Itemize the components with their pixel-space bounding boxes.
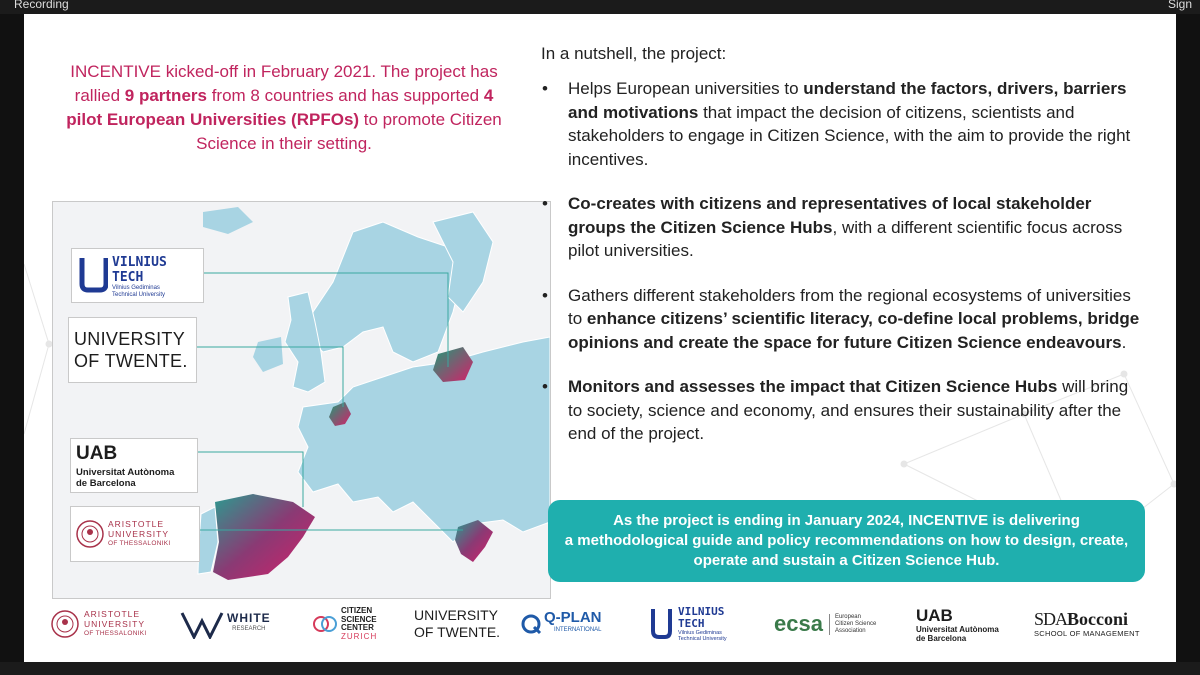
bullet-3: • Gathers different stakeholders from the regional ecosystems of universities to enhance citizens’ scientific literacy, co-define local problems, bridge opinions and create the space for future Citizen Science endeavours.: [534, 284, 1144, 355]
qplan-q-icon: [520, 613, 542, 635]
partner-auth-logo: [50, 599, 147, 649]
map-spain-highlight: [213, 494, 315, 580]
partner-white-line1: WHITE: [227, 611, 271, 625]
partner-bocconi-logo: [1034, 599, 1140, 649]
vilnius-tech-icon: [78, 256, 108, 294]
twente-line2: OF TWENTE.: [74, 351, 188, 371]
sign-button[interactable]: Sign: [1167, 0, 1192, 11]
nutshell-heading: In a nutshell, the project:: [541, 44, 727, 63]
twente-line1: UNIVERSITY: [74, 329, 186, 349]
bullet-2: • Co-creates with citizens and representatives of local stakeholder groups the Citizen Science Hubs, with a different scientific focus across pilot universities.: [534, 192, 1144, 263]
auth-line1: ARISTOTLE: [108, 519, 165, 529]
partner-vilnius-line2: TECH: [678, 617, 705, 630]
bullet-1: • Helps European universities to understand the factors, drivers, barriers and motivations that impact the decision of citizens, scientists and stakeholders to engage in Citizen Science, with the aim to provide the right incentives.: [534, 77, 1144, 171]
partner-bocconi-sub: SCHOOL OF MANAGEMENT: [1034, 629, 1140, 638]
intro-text: INCENTIVE kicked-off in February 2021. The project has rallied 9 partners from 8 countries and has supported 4 pilot European Universities (RPFOs) to promote Citizen Science in their setting.: [66, 62, 502, 153]
partner-twente-logo: [414, 599, 500, 649]
partner-cscz-line2: SCIENCE: [341, 614, 377, 624]
uab-logo: [70, 438, 198, 493]
vilnius-line1: VILNIUS: [112, 255, 167, 270]
map-mainland: [298, 337, 550, 542]
auth-seal-icon: [50, 609, 80, 639]
map-scandinavia: [308, 222, 463, 362]
partner-vilnius-logo: [650, 599, 727, 649]
partner-ecsa-line2: European: [834, 613, 861, 620]
uab-mark: UAB: [76, 443, 118, 464]
callout-line2: a methodological guide and policy recommendations on how to design, create,: [564, 532, 1129, 549]
partner-vilnius-line1: VILNIUS: [678, 605, 725, 618]
recording-indicator: Recording: [14, 0, 69, 11]
map-iceland: [203, 207, 253, 234]
window-top-bar: [0, 0, 1200, 14]
project-bullets: [534, 77, 1144, 467]
partner-twente-line2: OF TWENTE.: [414, 624, 501, 640]
partner-bocconi-name: Bocconi: [1067, 609, 1129, 629]
partner-auth-line3: OF THESSALONIKI: [84, 630, 147, 637]
uab-line1: Universitat Autònoma: [76, 467, 175, 478]
white-w-icon: [180, 609, 224, 639]
auth-seal-icon: [75, 519, 105, 549]
window-bottom-bar: [0, 662, 1200, 675]
partner-uab-line2: Universitat Autònoma: [916, 624, 999, 634]
partner-white-line2: RESEARCH: [232, 626, 266, 632]
partner-cscz-line4: ZURICH: [341, 631, 378, 641]
bullet-4: • Monitors and assesses the impact that Citizen Science Hubs will bring to society, science and economy, and ensures their sustainability after the end of the project.: [534, 375, 1144, 446]
partner-uab-logo: [916, 599, 999, 649]
partner-auth-line2: UNIVERSITY: [84, 619, 146, 629]
vilnius-sub2: Technical University: [112, 292, 166, 298]
vilnius-sub1: Vilnius Gediminas: [112, 285, 160, 291]
auth-logo: [70, 506, 200, 562]
conclusion-callout: [548, 500, 1145, 582]
partner-qplan-logo: [520, 599, 602, 649]
vilnius-line2: TECH: [112, 270, 144, 285]
partner-twente-line1: UNIVERSITY: [414, 607, 499, 623]
vilnius-tech-logo: [71, 248, 204, 303]
partner-ecsa-line4: Association: [834, 627, 866, 634]
map-greece-highlight: [455, 520, 493, 562]
partner-cscz-line1: CITIZEN: [341, 606, 373, 615]
callout-line3: operate and sustain a Citizen Science Hub.: [693, 552, 1000, 569]
partner-white-logo: [180, 599, 271, 649]
partner-qplan-line1: Q-PLAN: [544, 609, 602, 626]
partner-ecsa-mark: ecsa: [774, 611, 823, 636]
callout-line1: As the project is ending in January 2024, INCENTIVE is delivering: [613, 512, 1080, 529]
partner-uab-mark: UAB: [916, 605, 953, 625]
partner-cscz-line3: CENTER: [341, 623, 374, 632]
map-ireland: [253, 337, 283, 372]
twente-logo: [68, 317, 197, 383]
partner-ecsa-line3: Citizen Science: [834, 620, 877, 627]
partner-qplan-line2: INTERNATIONAL: [553, 627, 602, 633]
partner-bocconi-sda: SDA: [1034, 609, 1068, 629]
partner-ecsa-logo: [774, 599, 876, 649]
partner-auth-line1: ARISTOTLE: [84, 609, 141, 619]
auth-line2: UNIVERSITY: [108, 529, 170, 539]
partner-uab-line3: de Barcelona: [916, 633, 967, 643]
cscz-figure-icon: [312, 609, 338, 639]
presentation-slide: [24, 14, 1176, 662]
uab-line2: de Barcelona: [76, 478, 136, 489]
vilnius-tech-icon: [650, 607, 672, 641]
partner-cscz-logo: [312, 599, 377, 649]
auth-line3: OF THESSALONIKI: [108, 540, 171, 547]
partner-logos: [24, 599, 1176, 659]
partner-vilnius-line4: Technical University: [678, 636, 727, 642]
partner-vilnius-line3: Vilnius Gediminas: [678, 630, 722, 636]
